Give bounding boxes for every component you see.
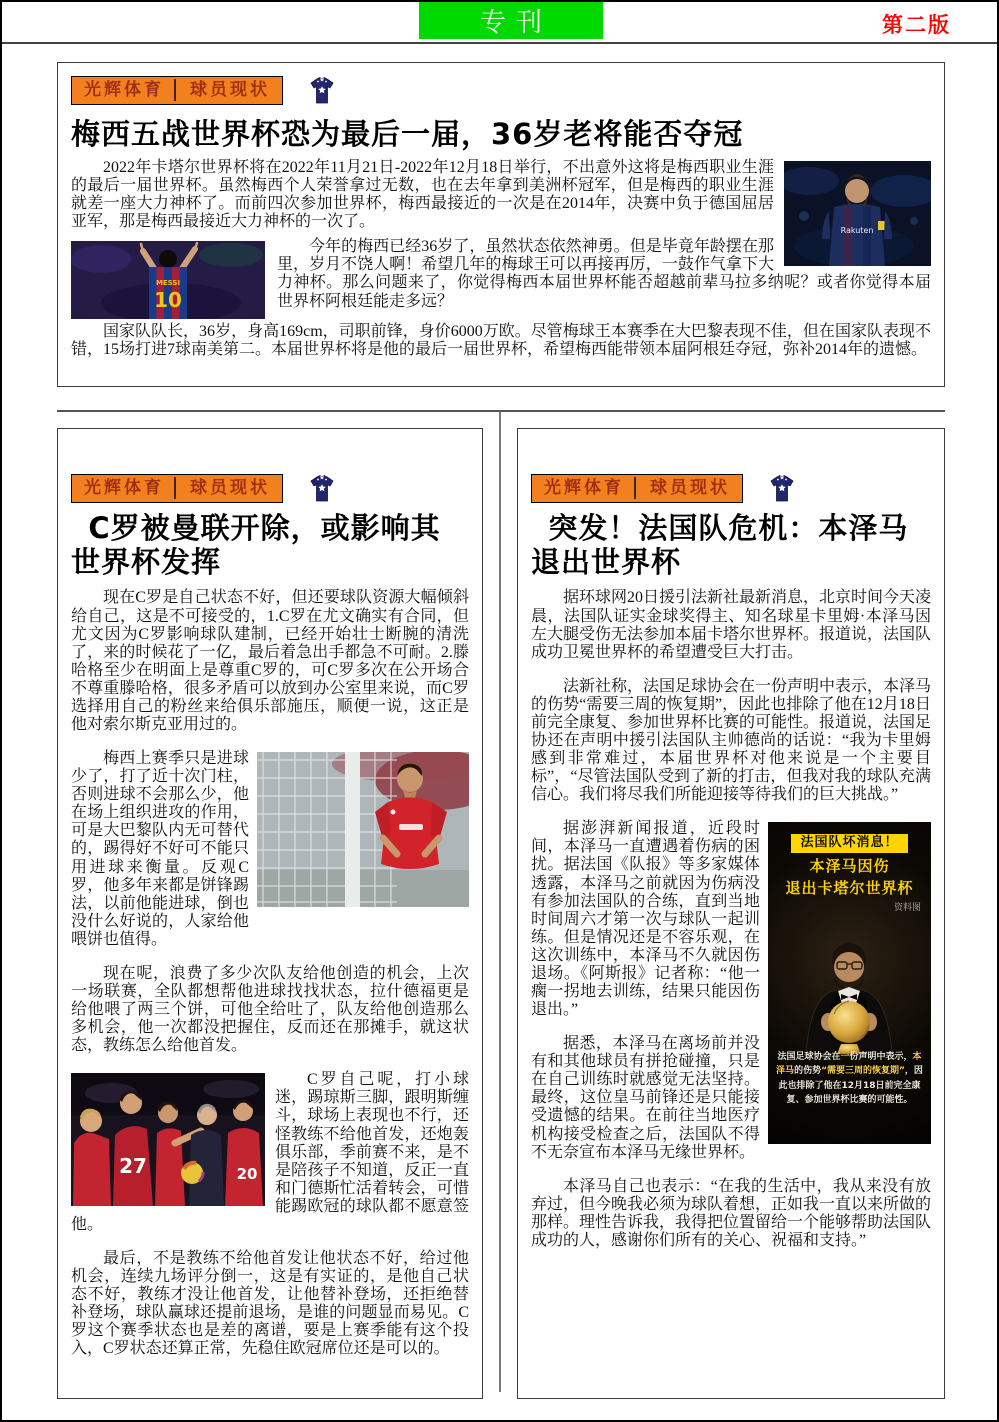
poster-body-segment: 的伤势 [794, 1066, 822, 1077]
poster-line1: 本泽马因伤 [809, 856, 890, 875]
player-number-text: 20 [236, 1165, 258, 1184]
paragraph: 现在C罗是自己状态不好，但还要球队资源大幅倾斜给自己，这是不可接受的，1.C罗在尤文确实有合同，但尤文因为C罗影响球队建制，已经开始壮士断腕的清洗了，来的时候花了一亿，最后着急出手都急不可耐。2.滕哈格至少在明面上是尊重C罗的，可C罗多次在公开场合不尊重滕哈格，很多矛盾可以放到办公室里来说，而C罗选择用自己的粉丝来给俱乐部施压，顺便一说，这正是他对索尔斯克亚用过的。 [71, 589, 469, 733]
vertical-divider [499, 412, 501, 1392]
article-headline: 突发！法国队危机：本泽马退出世界杯 [531, 511, 909, 580]
poster-badge: 法国队坏消息！ [791, 834, 907, 853]
shirt-name-text: MESSI [155, 279, 181, 288]
paragraph: 据悉，本泽马在离场前并没有和其他球员有拼抢碰撞，只是在自己训练时就感觉无法坚持。最终，这位皇马前锋还是只能接受遗憾的结果。在前往当地医疗机构接受检查之后，法国队不得不无奈宣布本泽马无缘世界杯。 [531, 1035, 760, 1161]
poster-body-segment: 法国足球协会在一份声明中表示， [777, 1052, 913, 1063]
jersey-icon [767, 474, 797, 504]
paragraph: 据环球网20日援引法新社最新消息，北京时间今天凌晨，法国队证实金球奖得主、知名球星卡里姆·本泽马因左大腿受伤无法参加本届卡塔尔世界杯。报道说，法国队成功卫冕世界杯的希望遭受巨大打击。 [531, 589, 932, 661]
section-tag [531, 474, 743, 503]
section-tag [71, 76, 283, 105]
jersey-icon [307, 474, 337, 504]
section-tag-row [71, 71, 931, 105]
messi-barcelona-photo [784, 161, 931, 266]
article-ronaldo [57, 428, 483, 1399]
page-title: 专刊 [419, 2, 603, 39]
article-body [71, 589, 469, 1358]
tag-brand-label: 光辉体育 [84, 477, 164, 497]
jersey-icon [307, 76, 337, 106]
paragraph: 本泽马自己也表示：“在我的生活中，我从来没有放弃过，但今晚我必须为球队着想，正如我一直以来所做的那样。理性告诉我，我得把位置留给一个能够帮助法国队成功的人，感谢你们所有的关心、祝福和支持。” [531, 1177, 932, 1249]
article-headline: 梅西五战世界杯恐为最后一届，36岁老将能否夺冠 [71, 117, 744, 151]
section-tag [71, 474, 283, 503]
united-players-referee-photo [71, 1073, 265, 1206]
benzema-ballon-dor-figure [768, 901, 931, 1054]
article-messi [57, 62, 945, 387]
article-body [531, 589, 931, 1250]
poster-caption: 资料图 [893, 901, 921, 912]
tag-brand-label: 光辉体育 [84, 79, 164, 99]
paragraph: 今年的梅西已经36岁了，虽然状态依然神勇。但是毕竟年龄摆在那里，岁月不饶人啊！希望几年的梅球王可以再接再厉，一鼓作气拿下大力神杯。那么问题来了，你觉得梅西本届世界杯能否超越前辈马拉多纳呢？或者你觉得本届世界杯阿根廷能走多远？ [277, 238, 931, 310]
article-benzema [517, 428, 945, 1399]
tag-topic-label: 球员现状 [634, 477, 730, 499]
poster-body-segment: “需要三周的恢复期” [821, 1066, 905, 1077]
paragraph: 法新社称，法国足球协会在一份声明中表示，本泽马的伤势“需要三周的恢复期”，因此也排除了他在12月18日前完全康复、参加世界杯比赛的可能性。报道说，法国足协还在声明中援引法国队主帅德尚的话说：“我为卡里姆感到非常难过，本届世界杯对他来说是一个主要目标”，“尽管法国队受到了新的打击，但我对我的球队充满信心。我们将尽我们所能迎接等待我们的巨大挑战。” [531, 677, 932, 804]
paragraph: 据澎湃新闻报道，近段时间，本泽马一直遭遇着伤病的困扰。据法国《队报》等多家媒体透露，本泽马之前就因为伤病没有参加法国队的合练，直到当地时间周六才第一次与球队一起训练。但是情况还是不容乐观，在这次训练中，本泽马不久就因伤退场。《阿斯报》记者称：“他一瘸一拐地去训练，结果只能因伤退出。” [531, 820, 760, 1019]
benzema-poster-photo [768, 822, 931, 1144]
tag-topic-label: 球员现状 [174, 477, 270, 499]
page-header [2, 2, 997, 44]
shirt-number-text: 10 [154, 288, 182, 313]
shirt-sponsor-text: Rakuten [840, 226, 874, 235]
ronaldo-goalnet-photo [257, 752, 469, 907]
paragraph: 现在呢，浪费了多少次队友给他创造的机会，上次一场联赛，全队都想帮他进球找找状态，拉什德福更是给他喂了两三个饼，可他全给吐了，队友给他创造那么多机会，他一次都没把握住，反而还在那摊手，就这状态，教练怎么给他首发。 [71, 964, 469, 1055]
messi-back-photo [71, 241, 265, 319]
player-number-text: 27 [119, 1154, 147, 1179]
edition-label: 第二版 [882, 13, 951, 37]
paragraph: 梅西上赛季只是进球少了，打了近十次门柱，否则进球不会那么少，他在场上组织进攻的作用，可是大巴黎队内无可替代的，踢得好不好可不能只用进球来衡量。反观C罗，他多年来都是饼锋踢法，以前他能进球，倒也没什么好说的，人家给他喂饼也值得。 [71, 750, 249, 948]
article-headline: C罗被曼联开除，或影响其世界杯发挥 [71, 511, 441, 580]
poster-line2: 退出卡塔尔世界杯 [785, 878, 914, 897]
paragraph: 2022年卡塔尔世界杯将在2022年11月21日-2022年12月18日举行，不出意外这将是梅西职业生涯的最后一届世界杯。虽然梅西个人荣誉拿过无数，也在去年拿到美洲杯冠军，但是梅西的职业生涯就差一座大力神杯了。而前四次参加世界杯，梅西最接近的一次是在2014年，决赛中负于德国屈居亚军，那是梅西最接近大力神杯的一次了。 [71, 159, 774, 231]
poster-body-segment: 本泽马 [776, 1052, 922, 1077]
section-tag-row [531, 469, 931, 503]
paragraph: C罗自己呢，打小球迷，踢琼斯三脚，跟明斯缠斗，球场上表现也不行，还怪教练不给他首发，还炮轰俱乐部，季前赛不来，是不是陪孩子不知道，反正一直和门德斯忙活着转会，可惜能踢欧冠的球队都不愿意签他。 [71, 1071, 469, 1233]
paragraph: 最后，不是教练不给他首发让他状态不好，给过他机会，连续九场评分倒一，这是有实证的，是他自己状态不好，教练才没让他首发，让他替补登场，还拒绝替补登场，球队赢球还提前退场，是谁的问题显而易见。C罗这个赛季状态也是差的离谱，要是上赛季能有这个投入，C罗状态还算正常，先稳住欧冠席位还是可以的。 [71, 1250, 469, 1358]
paragraph: 国家队队长，36岁，身高169cm，司职前锋，身价6000万欧。尽管梅球王本赛季在大巴黎表现不佳，但在国家队表现不错，15场打进7球南美第二。本届世界杯将是他的最后一届世界杯，希望梅西能带领本届阿根廷夺冠，弥补2014年的遗憾。 [71, 323, 931, 359]
tag-brand-label: 光辉体育 [544, 477, 624, 497]
poster-body-text [768, 1050, 931, 1108]
horizontal-divider [57, 410, 945, 412]
tag-topic-label: 球员现状 [174, 79, 270, 101]
article-body [71, 159, 931, 359]
section-tag-row [71, 469, 469, 503]
poster-body-segment: ，因此也排除了他在12月18日前完全康复、参加世界杯比赛的可能性。 [778, 1066, 923, 1106]
